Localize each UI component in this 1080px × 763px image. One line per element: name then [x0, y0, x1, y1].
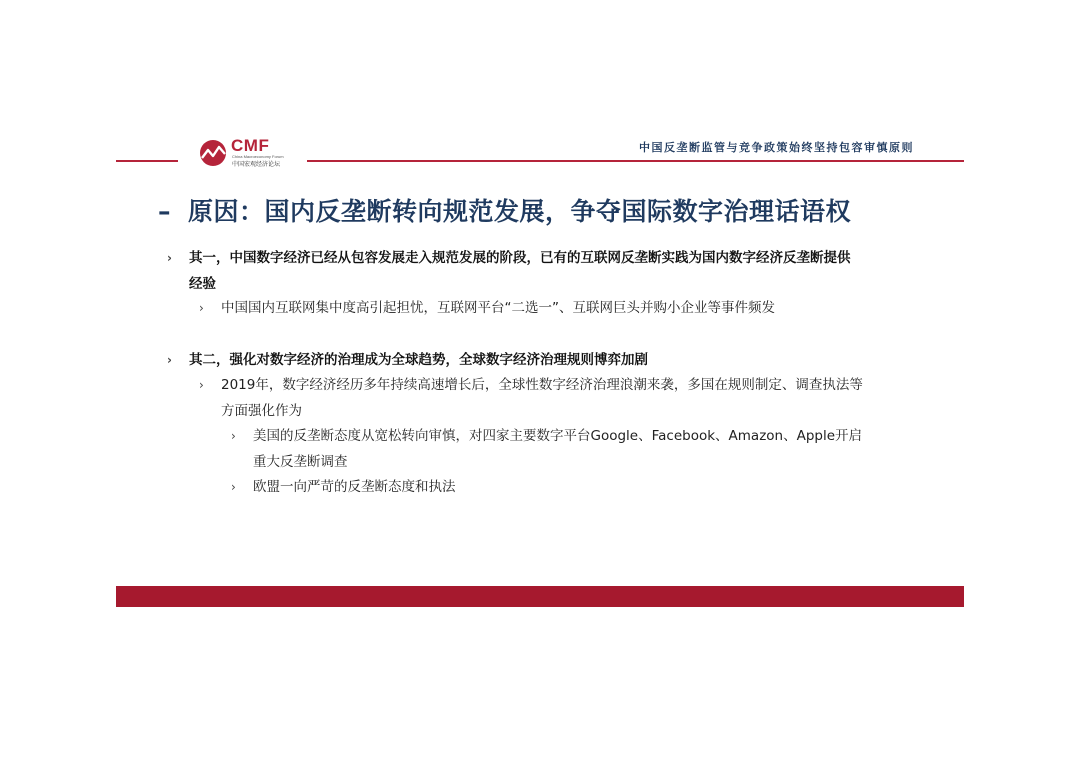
chevron-right-icon: › — [231, 480, 236, 494]
title-dash: – — [158, 197, 171, 226]
page-title-text: 原因：国内反垄断转向规范发展，争夺国际数字治理话语权 — [188, 197, 852, 226]
header-title: 中国反垄断监管与竞争政策始终坚持包容审慎原则 — [639, 141, 914, 154]
list-item — [231, 474, 456, 500]
chevron-right-icon: › — [199, 301, 204, 315]
list-item-text: 方面强化作为 — [221, 403, 302, 419]
logo-text: CMF — [231, 136, 270, 155]
list-item-text: 美国的反垄断态度从宽松转向审慎，对四家主要数字平台Google、Facebook、Amazon、Apple开启 — [253, 428, 863, 444]
chevron-right-icon: › — [167, 353, 172, 367]
header-rule-right — [307, 160, 964, 162]
list-item-text: 其二，强化对数字经济的治理成为全球趋势，全球数字经济治理规则博弈加剧 — [189, 352, 648, 368]
footer-bar — [116, 586, 964, 607]
chevron-right-icon: › — [167, 251, 172, 265]
list-item-text: 2019年，数字经济经历多年持续高速增长后，全球性数字经济治理浪潮来袭，多国在规则制定、调查执法等 — [221, 377, 863, 393]
list-item — [231, 423, 863, 475]
list-item — [199, 372, 863, 424]
list-item-text: 经验 — [189, 276, 216, 292]
cmf-logo-mark-icon — [198, 138, 228, 168]
logo-subtitle-cn: 中国宏观经济论坛 — [232, 161, 281, 168]
chevron-right-icon: › — [231, 429, 236, 443]
list-item-text: 欧盟一向严苛的反垄断态度和执法 — [253, 479, 456, 495]
cmf-logo — [198, 136, 298, 170]
chevron-right-icon: › — [199, 378, 204, 392]
list-item — [167, 347, 648, 373]
page-title — [158, 192, 851, 228]
list-item — [167, 245, 851, 297]
list-item — [199, 295, 775, 321]
logo-subtitle-en: China Macroeconomy Forum — [232, 154, 284, 159]
list-item-text: 其一，中国数字经济已经从包容发展走入规范发展的阶段，已有的互联网反垄断实践为国内数字经济反垄断提供 — [189, 250, 851, 266]
list-item-text: 重大反垄断调查 — [253, 454, 348, 470]
header-rule-left — [116, 160, 178, 162]
list-item-text: 中国国内互联网集中度高引起担忧，互联网平台“二选一”、互联网巨头并购小企业等事件频发 — [221, 300, 775, 316]
